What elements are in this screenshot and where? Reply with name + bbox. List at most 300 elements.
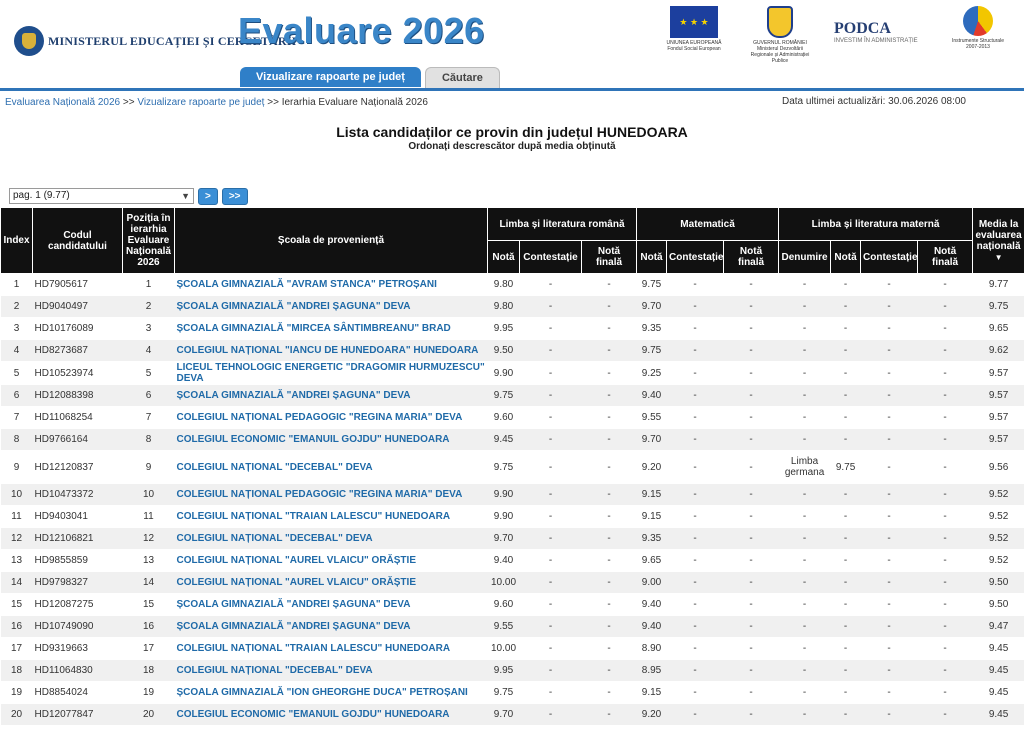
cell-school[interactable]: COLEGIUL NAȚIONAL "AUREL VLAICU" ORĂȘTIE: [175, 572, 488, 594]
cell-mat-nota-finala: -: [918, 296, 973, 318]
cell-school[interactable]: ȘCOALA GIMNAZIALĂ "ANDREI ȘAGUNA" DEVA: [175, 616, 488, 638]
cell-ro-nota: 9.80: [488, 296, 520, 318]
cell-code: HD12120837: [33, 451, 123, 484]
cell-m-contestatie: -: [667, 429, 724, 451]
podca-title: PODCA: [834, 20, 891, 37]
cell-m-nota: 9.00: [637, 572, 667, 594]
cell-code: HD12077847: [33, 704, 123, 726]
cell-school[interactable]: ȘCOALA GIMNAZIALĂ "ANDREI ȘAGUNA" DEVA: [175, 385, 488, 407]
cell-mat-contestatie: -: [861, 407, 918, 429]
cell-mat-nota: -: [831, 484, 861, 506]
cell-mat-contestatie: -: [861, 616, 918, 638]
cell-m-contestatie: -: [667, 660, 724, 682]
ministry-crest-icon: [14, 26, 44, 56]
tab-search[interactable]: Căutare: [425, 67, 500, 88]
table-row: [1, 385, 1024, 407]
cell-code: HD9040497: [33, 296, 123, 318]
cell-m-nota-finala: -: [724, 385, 779, 407]
cell-ro-nota-finala: -: [582, 506, 637, 528]
cell-ro-contestatie: -: [520, 484, 582, 506]
cell-mat-nota: -: [831, 429, 861, 451]
cell-ro-nota-finala: -: [582, 451, 637, 484]
cell-m-nota: 9.70: [637, 429, 667, 451]
cell-m-contestatie: -: [667, 638, 724, 660]
cell-ro-nota: 9.45: [488, 429, 520, 451]
cell-mat-contestatie: -: [861, 594, 918, 616]
cell-position: 6: [123, 385, 175, 407]
cell-mat-denumire: -: [779, 340, 831, 362]
cell-mat-denumire: -: [779, 572, 831, 594]
sort-desc-icon: ▼: [994, 252, 1003, 262]
cell-school[interactable]: ȘCOALA GIMNAZIALĂ "ANDREI ȘAGUNA" DEVA: [175, 296, 488, 318]
podca-logo-icon: [834, 20, 924, 44]
cell-ro-contestatie: -: [520, 340, 582, 362]
next-page-button[interactable]: >: [198, 188, 218, 205]
cell-mat-nota-finala: -: [918, 429, 973, 451]
cell-average: 9.52: [973, 528, 1024, 550]
structural-instruments-caption: Instrumente Structurale 2007-2013: [952, 38, 1004, 50]
cell-code: HD9319663: [33, 638, 123, 660]
cell-m-nota-finala: -: [724, 362, 779, 385]
cell-m-nota-finala: -: [724, 484, 779, 506]
site-title[interactable]: Evaluare 2026: [238, 10, 485, 51]
cell-m-contestatie: -: [667, 704, 724, 726]
header-ro-nota[interactable]: Notă: [488, 241, 520, 274]
cell-ro-contestatie: -: [520, 682, 582, 704]
cell-ro-nota-finala: -: [582, 682, 637, 704]
cell-position: 1: [123, 274, 175, 296]
government-logo-caption: GUVERNUL ROMÂNIEI Ministerul Dezvoltării Regionale și Administrației Publice: [750, 40, 810, 64]
cell-mat-nota: -: [831, 704, 861, 726]
cell-m-nota-finala: -: [724, 550, 779, 572]
structural-instruments-logo: [946, 6, 1010, 50]
cell-mat-contestatie: -: [861, 682, 918, 704]
cell-code: HD12088398: [33, 385, 123, 407]
header-m-contestatie[interactable]: Contestație: [667, 241, 724, 274]
cell-code: HD7905617: [33, 274, 123, 296]
cell-mat-denumire: -: [779, 550, 831, 572]
table-row: [1, 660, 1024, 682]
breadcrumb: [0, 91, 1024, 115]
cell-position: 12: [123, 528, 175, 550]
cell-mat-denumire: -: [779, 638, 831, 660]
cell-mat-denumire: Limba germana: [779, 451, 831, 484]
cell-ro-nota: 10.00: [488, 572, 520, 594]
table-row: [1, 429, 1024, 451]
header-code[interactable]: Codul candidatului: [33, 208, 123, 274]
cell-school[interactable]: COLEGIUL NAȚIONAL PEDAGOGIC "REGINA MARIA" DEVA: [175, 484, 488, 506]
cell-school[interactable]: ȘCOALA GIMNAZIALĂ "MIRCEA SÂNTIMBREANU" BRAD: [175, 318, 488, 340]
cell-position: 11: [123, 506, 175, 528]
cell-position: 19: [123, 682, 175, 704]
cell-index: 12: [1, 528, 33, 550]
cell-ro-contestatie: -: [520, 318, 582, 340]
cell-m-nota: 9.20: [637, 451, 667, 484]
cell-mat-contestatie: -: [861, 528, 918, 550]
cell-mat-nota-finala: -: [918, 528, 973, 550]
cell-mat-denumire: -: [779, 528, 831, 550]
cell-mat-nota: -: [831, 385, 861, 407]
cell-m-nota-finala: -: [724, 296, 779, 318]
cell-mat-nota-finala: -: [918, 340, 973, 362]
cell-mat-nota: -: [831, 594, 861, 616]
eu-logo-caption: UNIUNEA EUROPEANĂ Fondul Social European: [666, 40, 722, 52]
cell-average: 9.52: [973, 550, 1024, 572]
last-page-button[interactable]: >>: [222, 188, 248, 205]
cell-ro-nota-finala: -: [582, 407, 637, 429]
cell-m-contestatie: -: [667, 528, 724, 550]
cell-school[interactable]: LICEUL TEHNOLOGIC ENERGETIC "DRAGOMIR HURMUZESCU" DEVA: [175, 362, 488, 385]
cell-code: HD11064830: [33, 660, 123, 682]
cell-m-nota-finala: -: [724, 340, 779, 362]
cell-ro-nota: 9.75: [488, 451, 520, 484]
cell-mat-contestatie: -: [861, 429, 918, 451]
cell-ro-contestatie: -: [520, 572, 582, 594]
table-row: [1, 340, 1024, 362]
table-row: [1, 407, 1024, 429]
cell-school[interactable]: ȘCOALA GIMNAZIALĂ "ION GHEORGHE DUCA" PETROȘANI: [175, 682, 488, 704]
cell-m-nota-finala: -: [724, 594, 779, 616]
header-m-nota-finala[interactable]: Notă finală: [724, 241, 779, 274]
cell-average: 9.62: [973, 340, 1024, 362]
cell-ro-nota: 9.75: [488, 682, 520, 704]
header-school[interactable]: Școala de proveniență: [175, 208, 488, 274]
cell-mat-contestatie: -: [861, 572, 918, 594]
cell-school[interactable]: COLEGIUL NAȚIONAL "AUREL VLAICU" ORĂȘTIE: [175, 550, 488, 572]
cell-school[interactable]: COLEGIUL NAȚIONAL "TRAIAN LALESCU" HUNEDOARA: [175, 638, 488, 660]
cell-index: 14: [1, 572, 33, 594]
table-row: [1, 296, 1024, 318]
header-ro-contestatie[interactable]: Contestație: [520, 241, 582, 274]
cell-average: 9.45: [973, 660, 1024, 682]
cell-m-nota: 8.90: [637, 638, 667, 660]
cell-m-nota: 8.95: [637, 660, 667, 682]
cell-index: 16: [1, 616, 33, 638]
cell-ro-nota: 9.40: [488, 550, 520, 572]
cell-average: 9.65: [973, 318, 1024, 340]
cell-m-nota: 9.40: [637, 594, 667, 616]
cell-code: HD11068254: [33, 407, 123, 429]
cell-m-nota: 9.70: [637, 296, 667, 318]
cell-index: 13: [1, 550, 33, 572]
cell-position: 15: [123, 594, 175, 616]
cell-school[interactable]: COLEGIUL NAȚIONAL "DECEBAL" DEVA: [175, 660, 488, 682]
cell-average: 9.50: [973, 594, 1024, 616]
cell-m-contestatie: -: [667, 484, 724, 506]
cell-mat-contestatie: -: [861, 506, 918, 528]
header-mat-nota[interactable]: Notă: [831, 241, 861, 274]
cell-mat-denumire: -: [779, 385, 831, 407]
cell-ro-nota: 9.55: [488, 616, 520, 638]
table-row: [1, 451, 1024, 484]
cell-ro-contestatie: -: [520, 638, 582, 660]
cell-ro-nota-finala: -: [582, 528, 637, 550]
header-m-nota[interactable]: Notă: [637, 241, 667, 274]
cell-index: 20: [1, 704, 33, 726]
table-body: [1, 274, 1024, 726]
cell-mat-nota-finala: -: [918, 407, 973, 429]
cell-position: 14: [123, 572, 175, 594]
cell-position: 20: [123, 704, 175, 726]
table-row: [1, 274, 1024, 296]
cell-average: 9.52: [973, 484, 1024, 506]
cell-mat-denumire: -: [779, 704, 831, 726]
cell-mat-denumire: -: [779, 682, 831, 704]
cell-position: 5: [123, 362, 175, 385]
cell-m-nota: 9.20: [637, 704, 667, 726]
cell-average: 9.45: [973, 704, 1024, 726]
podca-subtitle: INVESTIM ÎN ADMINISTRAȚIE: [834, 38, 918, 44]
cell-ro-contestatie: -: [520, 407, 582, 429]
cell-mat-contestatie: -: [861, 340, 918, 362]
cell-mat-denumire: -: [779, 296, 831, 318]
cell-m-nota-finala: -: [724, 638, 779, 660]
table-row: [1, 506, 1024, 528]
cell-ro-contestatie: -: [520, 385, 582, 407]
cell-code: HD12106821: [33, 528, 123, 550]
cell-index: 8: [1, 429, 33, 451]
cell-ro-nota: 9.70: [488, 704, 520, 726]
cell-m-nota: 9.25: [637, 362, 667, 385]
cell-average: 9.57: [973, 362, 1024, 385]
cell-m-nota-finala: -: [724, 274, 779, 296]
cell-code: HD8854024: [33, 682, 123, 704]
cell-index: 15: [1, 594, 33, 616]
cell-mat-nota: -: [831, 682, 861, 704]
breadcrumb-link-county-reports[interactable]: Vizualizare rapoarte pe județ: [137, 97, 265, 108]
table-row: [1, 550, 1024, 572]
cell-m-contestatie: -: [667, 682, 724, 704]
header-position[interactable]: Poziția în ierarhia Evaluare Națională 2026: [123, 208, 175, 274]
cell-mat-contestatie: -: [861, 550, 918, 572]
cell-school[interactable]: COLEGIUL NAȚIONAL "TRAIAN LALESCU" HUNEDOARA: [175, 506, 488, 528]
cell-m-nota: 9.40: [637, 616, 667, 638]
header-average-label: Media la evaluarea națională: [975, 218, 1022, 252]
cell-m-contestatie: -: [667, 340, 724, 362]
cell-position: 8: [123, 429, 175, 451]
cell-mat-nota: -: [831, 506, 861, 528]
cell-mat-nota: -: [831, 340, 861, 362]
header-math: Matematică: [637, 208, 779, 241]
cell-school[interactable]: ȘCOALA GIMNAZIALĂ "AVRAM STANCA" PETROȘANI: [175, 274, 488, 296]
cell-m-nota: 9.15: [637, 506, 667, 528]
cell-mat-nota: -: [831, 528, 861, 550]
site-header: [0, 0, 1024, 91]
cell-m-nota-finala: -: [724, 704, 779, 726]
cell-ro-contestatie: -: [520, 429, 582, 451]
eu-logo: [662, 6, 726, 52]
tab-county-reports[interactable]: Vizualizare rapoarte pe județ: [240, 67, 421, 87]
cell-m-nota-finala: -: [724, 429, 779, 451]
cell-code: HD12087275: [33, 594, 123, 616]
cell-average: 9.57: [973, 407, 1024, 429]
cell-mat-nota-finala: -: [918, 660, 973, 682]
main-tabs: [240, 67, 500, 88]
cell-mat-nota-finala: -: [918, 385, 973, 407]
page-select[interactable]: [9, 188, 194, 204]
cell-index: 3: [1, 318, 33, 340]
header-mat-contestatie[interactable]: Contestație: [861, 241, 918, 274]
cell-mat-nota-finala: -: [918, 638, 973, 660]
table-row: [1, 638, 1024, 660]
cell-position: 2: [123, 296, 175, 318]
results-table: [0, 207, 1024, 726]
cell-ro-nota-finala: -: [582, 660, 637, 682]
header-mat-nota-finala[interactable]: Notă finală: [918, 241, 973, 274]
cell-position: 16: [123, 616, 175, 638]
table-row: [1, 682, 1024, 704]
cell-m-contestatie: -: [667, 407, 724, 429]
cell-school[interactable]: ȘCOALA GIMNAZIALĂ "ANDREI ȘAGUNA" DEVA: [175, 594, 488, 616]
cell-ro-contestatie: -: [520, 594, 582, 616]
cell-mat-nota: -: [831, 660, 861, 682]
breadcrumb-current: Ierarhia Evaluare Națională 2026: [281, 97, 428, 108]
table-row: [1, 594, 1024, 616]
cell-position: 17: [123, 638, 175, 660]
cell-code: HD9766164: [33, 429, 123, 451]
cell-school[interactable]: COLEGIUL ECONOMIC "EMANUIL GOJDU" HUNEDOARA: [175, 704, 488, 726]
cell-m-contestatie: -: [667, 318, 724, 340]
cell-m-nota-finala: -: [724, 660, 779, 682]
cell-ro-nota: 9.50: [488, 340, 520, 362]
cell-m-nota: 9.75: [637, 274, 667, 296]
page-select-value: pag. 1 (9.77): [13, 190, 70, 201]
cell-mat-contestatie: -: [861, 296, 918, 318]
cell-mat-denumire: -: [779, 362, 831, 385]
cell-school[interactable]: COLEGIUL NAȚIONAL "DECEBAL" DEVA: [175, 451, 488, 484]
cell-mat-nota-finala: -: [918, 318, 973, 340]
cell-m-contestatie: -: [667, 451, 724, 484]
cell-mat-nota-finala: -: [918, 550, 973, 572]
cell-ro-nota-finala: -: [582, 385, 637, 407]
cell-ro-contestatie: -: [520, 274, 582, 296]
cell-m-nota: 9.15: [637, 682, 667, 704]
cell-m-contestatie: -: [667, 550, 724, 572]
cell-mat-nota: 9.75: [831, 451, 861, 484]
cell-m-nota-finala: -: [724, 572, 779, 594]
cell-index: 19: [1, 682, 33, 704]
cell-mat-nota-finala: -: [918, 506, 973, 528]
eu-flag-icon: ★ ★ ★: [670, 6, 718, 38]
header-index[interactable]: Index: [1, 208, 33, 274]
cell-m-contestatie: -: [667, 296, 724, 318]
cell-ro-nota-finala: -: [582, 594, 637, 616]
cell-average: 9.47: [973, 616, 1024, 638]
page-title: Lista candidaților ce provin din județul HUNEDOARA: [336, 124, 688, 140]
cell-mat-nota: -: [831, 550, 861, 572]
cell-position: 4: [123, 340, 175, 362]
cell-ro-nota: 10.00: [488, 638, 520, 660]
cell-mat-nota-finala: -: [918, 274, 973, 296]
cell-average: 9.52: [973, 506, 1024, 528]
ministry-name: MINISTERUL EDUCAȚIEI ȘI CERCETĂRII: [48, 33, 297, 48]
cell-mat-nota: -: [831, 274, 861, 296]
cell-mat-nota-finala: -: [918, 616, 973, 638]
cell-mat-contestatie: -: [861, 318, 918, 340]
cell-mat-nota: -: [831, 296, 861, 318]
cell-position: 3: [123, 318, 175, 340]
cell-mat-denumire: -: [779, 407, 831, 429]
cell-m-nota-finala: -: [724, 318, 779, 340]
table-row: [1, 704, 1024, 726]
cell-mat-nota-finala: -: [918, 682, 973, 704]
cell-mat-nota: -: [831, 572, 861, 594]
header-ro-nota-finala[interactable]: Notă finală: [582, 241, 637, 274]
cell-mat-nota-finala: -: [918, 572, 973, 594]
cell-mat-contestatie: -: [861, 362, 918, 385]
cell-ro-nota-finala: -: [582, 572, 637, 594]
cell-ro-nota-finala: -: [582, 550, 637, 572]
cell-mat-nota-finala: -: [918, 594, 973, 616]
cell-ro-nota-finala: -: [582, 362, 637, 385]
table-header: [1, 208, 1024, 274]
cell-ro-nota-finala: -: [582, 704, 637, 726]
cell-mat-denumire: -: [779, 594, 831, 616]
table-row: [1, 572, 1024, 594]
cell-school[interactable]: COLEGIUL NAȚIONAL "IANCU DE HUNEDOARA" HUNEDOARA: [175, 340, 488, 362]
cell-mat-nota-finala: -: [918, 362, 973, 385]
cell-school[interactable]: COLEGIUL ECONOMIC "EMANUIL GOJDU" HUNEDOARA: [175, 429, 488, 451]
cell-ro-nota: 9.75: [488, 385, 520, 407]
cell-mat-nota: -: [831, 362, 861, 385]
cell-mat-nota: -: [831, 407, 861, 429]
cell-mat-nota-finala: -: [918, 451, 973, 484]
cell-ro-nota: 9.95: [488, 660, 520, 682]
cell-mat-denumire: -: [779, 318, 831, 340]
cell-mat-nota-finala: -: [918, 704, 973, 726]
cell-position: 13: [123, 550, 175, 572]
cell-code: HD10523974: [33, 362, 123, 385]
table-row: [1, 362, 1024, 385]
cell-ro-nota: 9.70: [488, 528, 520, 550]
cell-mat-nota: -: [831, 318, 861, 340]
header-average[interactable]: [973, 208, 1024, 274]
cell-m-nota-finala: -: [724, 451, 779, 484]
last-update-text: Data ultimei actualizări: 30.06.2026 08:00: [781, 96, 966, 107]
header-mat-denumire[interactable]: Denumire: [779, 241, 831, 274]
cell-index: 18: [1, 660, 33, 682]
cell-ro-contestatie: -: [520, 362, 582, 385]
cell-ro-contestatie: -: [520, 550, 582, 572]
cell-mat-nota: -: [831, 638, 861, 660]
cell-ro-nota-finala: -: [582, 296, 637, 318]
page-title-block: [0, 124, 1024, 152]
cell-ro-nota-finala: -: [582, 274, 637, 296]
cell-code: HD8273687: [33, 340, 123, 362]
structural-instruments-icon: [963, 6, 993, 36]
cell-code: HD9798327: [33, 572, 123, 594]
cell-m-nota: 9.65: [637, 550, 667, 572]
cell-school[interactable]: COLEGIUL NAȚIONAL PEDAGOGIC "REGINA MARIA" DEVA: [175, 407, 488, 429]
cell-school[interactable]: COLEGIUL NAȚIONAL "DECEBAL" DEVA: [175, 528, 488, 550]
cell-ro-nota-finala: -: [582, 638, 637, 660]
page-subtitle: Ordonați descrescător după media obținută: [408, 141, 616, 152]
cell-average: 9.45: [973, 682, 1024, 704]
breadcrumb-link-home[interactable]: Evaluarea Națională 2026: [5, 97, 121, 108]
header-romanian: Limba și literatura română: [488, 208, 637, 241]
cell-ro-contestatie: -: [520, 704, 582, 726]
cell-code: HD10176089: [33, 318, 123, 340]
cell-position: 7: [123, 407, 175, 429]
cell-mat-nota-finala: -: [918, 484, 973, 506]
cell-position: 10: [123, 484, 175, 506]
cell-mat-contestatie: -: [861, 451, 918, 484]
cell-m-contestatie: -: [667, 616, 724, 638]
table-row: [1, 528, 1024, 550]
cell-position: 18: [123, 660, 175, 682]
cell-ro-contestatie: -: [520, 451, 582, 484]
cell-mat-denumire: -: [779, 484, 831, 506]
